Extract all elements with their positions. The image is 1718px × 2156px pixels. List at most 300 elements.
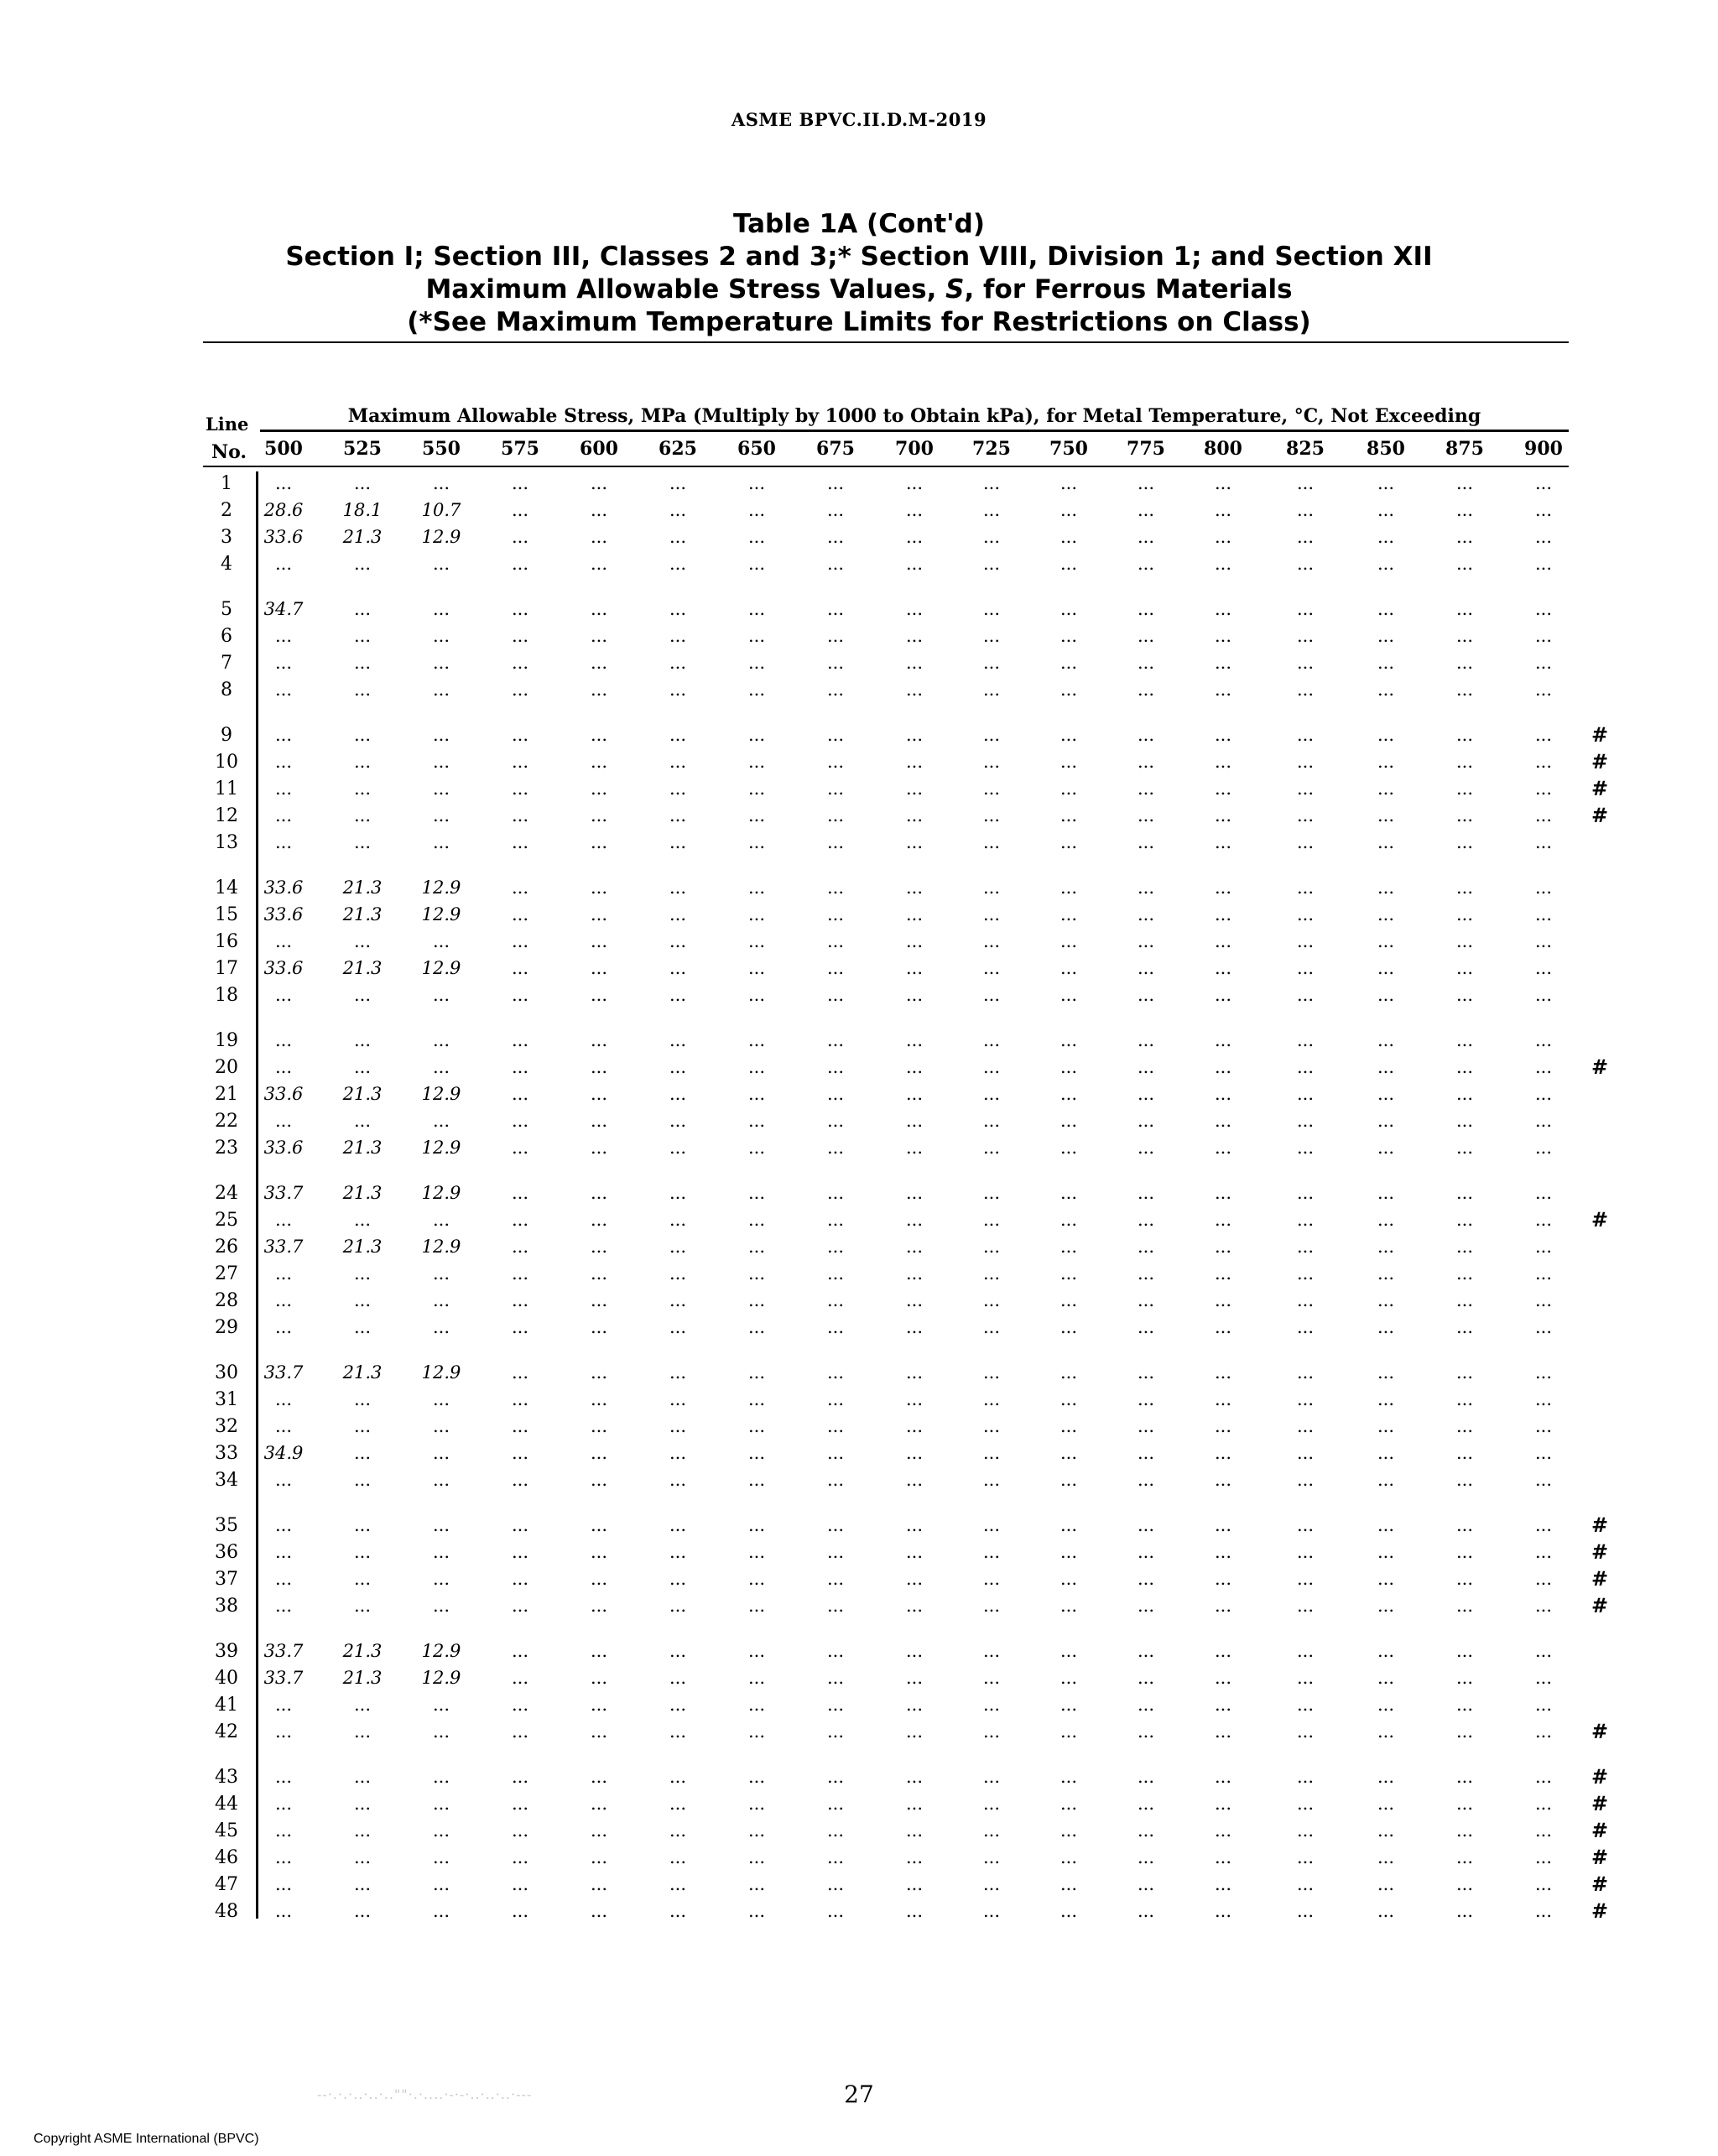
table-cell: ... <box>590 878 608 898</box>
table-cell: ... <box>353 1263 372 1284</box>
table-cell: ... <box>511 1695 529 1715</box>
table-cell: ... <box>1137 1668 1155 1688</box>
table-cell: ... <box>590 554 608 574</box>
table-cell: ... <box>1455 1596 1474 1616</box>
table-cell: 12.9 <box>421 1641 461 1661</box>
table-cell: ... <box>432 626 450 646</box>
table-cell: ... <box>432 1874 450 1894</box>
table-cell: ... <box>1296 1362 1315 1383</box>
table-cell: ... <box>1296 1183 1315 1203</box>
line-number: 22 <box>215 1111 238 1132</box>
table-note: (*See Maximum Temperature Limits for Restrictions on Class) <box>407 307 1311 337</box>
table-cell: ... <box>905 878 924 898</box>
table-cell: ... <box>826 1596 845 1616</box>
temperature-header-750: 750 <box>1049 438 1088 460</box>
table-cell: ... <box>1377 1290 1395 1310</box>
table-cell: ... <box>669 985 687 1005</box>
table-cell: ... <box>826 1317 845 1337</box>
table-cell: ... <box>669 1416 687 1436</box>
line-number: 41 <box>215 1695 238 1716</box>
table-cell: ... <box>905 1362 924 1383</box>
table-cell: ... <box>669 1263 687 1284</box>
table-cell: ... <box>826 832 845 852</box>
table-cell: ... <box>353 1317 372 1337</box>
table-cell: ... <box>590 1111 608 1131</box>
revision-mark: # <box>1590 1513 1609 1537</box>
table-cell: ... <box>1534 1237 1553 1257</box>
table-cell: ... <box>590 1263 608 1284</box>
table-cell: ... <box>1455 1317 1474 1337</box>
table-cell: ... <box>590 1443 608 1463</box>
table-cell: ... <box>274 1794 293 1814</box>
table-cell: ... <box>1377 1362 1395 1383</box>
table-cell: ... <box>982 805 1001 825</box>
table-cell: ... <box>1377 1721 1395 1742</box>
table-cell: ... <box>1214 725 1232 745</box>
table-cell: ... <box>353 752 372 772</box>
table-cell: ... <box>1455 752 1474 772</box>
table-cell: ... <box>1377 1596 1395 1616</box>
table-cell: ... <box>669 599 687 619</box>
table-cell: ... <box>982 1794 1001 1814</box>
table-cell: ... <box>1534 805 1553 825</box>
table-cell: ... <box>905 1874 924 1894</box>
table-cell: ... <box>1455 1668 1474 1688</box>
table-cell: ... <box>1377 680 1395 700</box>
line-number: 25 <box>215 1210 238 1231</box>
table-cell: 18.1 <box>342 500 383 520</box>
table-cell: 33.7 <box>263 1641 304 1661</box>
revision-mark: # <box>1590 1846 1609 1869</box>
table-cell: ... <box>826 931 845 951</box>
table-cell: ... <box>669 1874 687 1894</box>
revision-mark: # <box>1590 1765 1609 1789</box>
table-cell: ... <box>747 931 766 951</box>
line-number: 10 <box>215 752 238 773</box>
line-number: 13 <box>215 832 238 853</box>
table-cell: ... <box>1296 1237 1315 1257</box>
table-cell: ... <box>905 1794 924 1814</box>
table-cell: ... <box>1296 527 1315 547</box>
table-cell: ... <box>432 1695 450 1715</box>
table-cell: ... <box>1214 1263 1232 1284</box>
table-cell: ... <box>1059 1668 1078 1688</box>
table-cell: ... <box>826 1389 845 1409</box>
table-sections: Section I; Section III, Classes 2 and 3;* Section VIII, Division 1; and Section XII <box>285 242 1433 272</box>
table-cell: ... <box>590 752 608 772</box>
table-cell: ... <box>1377 1210 1395 1230</box>
temperature-header-550: 550 <box>422 438 461 460</box>
line-number: 11 <box>215 779 238 799</box>
table-cell: ... <box>905 554 924 574</box>
table-cell: ... <box>1377 554 1395 574</box>
table-cell: ... <box>1455 779 1474 799</box>
revision-mark: # <box>1590 750 1609 773</box>
table-cell: ... <box>982 904 1001 924</box>
table-cell: ... <box>511 1515 529 1535</box>
table-cell: ... <box>1214 653 1232 673</box>
revision-mark: # <box>1590 1819 1609 1842</box>
table-cell: ... <box>747 832 766 852</box>
table-cell: ... <box>1059 527 1078 547</box>
table-cell: ... <box>1137 1874 1155 1894</box>
table-cell: ... <box>1214 1317 1232 1337</box>
table-cell: ... <box>1214 473 1232 493</box>
table-cell: ... <box>1137 500 1155 520</box>
table-cell: ... <box>747 725 766 745</box>
table-cell: ... <box>511 1362 529 1383</box>
table-cell: ... <box>1377 1470 1395 1490</box>
table-cell: ... <box>826 1794 845 1814</box>
table-cell: ... <box>432 1317 450 1337</box>
table-cell: ... <box>669 1820 687 1841</box>
table-cell: ... <box>274 1470 293 1490</box>
temperature-header-525: 525 <box>343 438 382 460</box>
table-cell: ... <box>274 680 293 700</box>
line-number: 9 <box>221 725 232 746</box>
table-cell: ... <box>982 626 1001 646</box>
table-cell: ... <box>432 779 450 799</box>
table-cell: ... <box>1377 1847 1395 1867</box>
table-cell: ... <box>1455 1695 1474 1715</box>
table-cell: ... <box>826 1901 845 1921</box>
table-cell: ... <box>1534 878 1553 898</box>
table-cell: ... <box>982 1596 1001 1616</box>
table-cell: ... <box>669 931 687 951</box>
table-cell: ... <box>747 1084 766 1104</box>
table-cell: ... <box>669 1084 687 1104</box>
table-cell: ... <box>590 1847 608 1867</box>
table-cell: ... <box>1137 473 1155 493</box>
table-cell: ... <box>826 1668 845 1688</box>
table-cell: ... <box>511 931 529 951</box>
table-cell: ... <box>590 779 608 799</box>
table-cell: ... <box>274 1389 293 1409</box>
line-number: 14 <box>215 878 238 898</box>
table-cell: ... <box>274 653 293 673</box>
table-cell: ... <box>1137 653 1155 673</box>
temperature-header-500: 500 <box>264 438 303 460</box>
table-cell: ... <box>747 1794 766 1814</box>
table-cell: 21.3 <box>342 878 383 898</box>
table-cell: ... <box>747 1847 766 1867</box>
table-cell: ... <box>1214 832 1232 852</box>
table-cell: ... <box>1296 1695 1315 1715</box>
table-cell: ... <box>982 1874 1001 1894</box>
table-cell: ... <box>747 473 766 493</box>
table-cell: 33.6 <box>263 1084 304 1104</box>
table-cell: ... <box>747 1596 766 1616</box>
table-cell: ... <box>905 1695 924 1715</box>
table-cell: ... <box>982 1290 1001 1310</box>
table-cell: ... <box>353 1596 372 1616</box>
table-cell: ... <box>274 473 293 493</box>
table-cell: ... <box>826 1084 845 1104</box>
table-cell: ... <box>747 1569 766 1589</box>
line-number: 4 <box>221 554 232 575</box>
table-cell: 12.9 <box>421 1183 461 1203</box>
table-cell: ... <box>1214 1183 1232 1203</box>
table-cell: ... <box>1059 1317 1078 1337</box>
table-cell: 21.3 <box>342 1362 383 1383</box>
table-cell: ... <box>1137 1210 1155 1230</box>
table-cell: ... <box>590 832 608 852</box>
table-cell: ... <box>511 653 529 673</box>
table-cell: ... <box>432 1416 450 1436</box>
table-cell: ... <box>669 1901 687 1921</box>
table-cell: ... <box>747 1874 766 1894</box>
line-number: 8 <box>221 680 232 700</box>
table-cell: ... <box>826 1237 845 1257</box>
table-cell: ... <box>590 1794 608 1814</box>
table-cell: ... <box>1059 599 1078 619</box>
line-number: 17 <box>215 958 238 979</box>
table-cell: ... <box>511 1847 529 1867</box>
table-cell: ... <box>669 527 687 547</box>
table-cell: ... <box>1455 1901 1474 1921</box>
line-number: 16 <box>215 931 238 952</box>
table-cell: ... <box>274 725 293 745</box>
table-cell: ... <box>669 1794 687 1814</box>
table-cell: ... <box>1214 1820 1232 1841</box>
table-cell: ... <box>905 904 924 924</box>
table-cell: ... <box>432 1030 450 1050</box>
table-cell: ... <box>982 1057 1001 1077</box>
line-number: 48 <box>215 1901 238 1922</box>
table-cell: ... <box>511 1210 529 1230</box>
table-cell: ... <box>1455 832 1474 852</box>
table-cell: ... <box>826 473 845 493</box>
table-cell: ... <box>1455 1470 1474 1490</box>
table-cell: ... <box>905 1820 924 1841</box>
table-cell: ... <box>1059 1874 1078 1894</box>
table-cell: ... <box>511 473 529 493</box>
table-cell: ... <box>826 1138 845 1158</box>
table-cell: ... <box>1059 500 1078 520</box>
table-cell: ... <box>982 752 1001 772</box>
table-cell: ... <box>1137 779 1155 799</box>
table-cell: ... <box>274 1721 293 1742</box>
temperature-header-600: 600 <box>580 438 618 460</box>
table-cell: ... <box>1455 626 1474 646</box>
table-cell: ... <box>905 1263 924 1284</box>
table-cell: ... <box>747 1290 766 1310</box>
table-cell: ... <box>1534 1362 1553 1383</box>
table-cell: ... <box>669 1515 687 1535</box>
revision-mark: # <box>1590 1872 1609 1896</box>
table-cell: ... <box>905 1721 924 1742</box>
table-cell: ... <box>590 626 608 646</box>
table-cell: ... <box>1214 1443 1232 1463</box>
table-cell: ... <box>432 1820 450 1841</box>
table-title-block <box>0 208 1718 339</box>
table-cell: 12.9 <box>421 1362 461 1383</box>
table-cell: ... <box>432 752 450 772</box>
table-cell: ... <box>669 1596 687 1616</box>
table-cell: ... <box>669 1362 687 1383</box>
table-cell: ... <box>274 1057 293 1077</box>
table-cell: ... <box>1137 1290 1155 1310</box>
table-cell: ... <box>1455 473 1474 493</box>
table-cell: ... <box>274 1317 293 1337</box>
table-cell: ... <box>353 1695 372 1715</box>
table-cell: 12.9 <box>421 1138 461 1158</box>
table-cell: ... <box>432 1901 450 1921</box>
table-cell: ... <box>1534 1290 1553 1310</box>
table-cell: ... <box>1534 1138 1553 1158</box>
table-cell: ... <box>669 1138 687 1158</box>
table-cell: ... <box>905 680 924 700</box>
table-cell: ... <box>590 653 608 673</box>
table-cell: ... <box>1137 1515 1155 1535</box>
table-cell: ... <box>1137 832 1155 852</box>
line-number: 42 <box>215 1721 238 1742</box>
table-cell: ... <box>353 653 372 673</box>
table-cell: ... <box>274 1290 293 1310</box>
table-cell: ... <box>432 1389 450 1409</box>
table-cell: ... <box>1377 1416 1395 1436</box>
table-cell: ... <box>1534 1767 1553 1787</box>
table-cell: ... <box>1059 1847 1078 1867</box>
stress-symbol: S <box>945 274 965 305</box>
table-cell: ... <box>1296 752 1315 772</box>
table-cell: ... <box>1534 680 1553 700</box>
table-cell: ... <box>432 1596 450 1616</box>
table-cell: ... <box>1534 1596 1553 1616</box>
table-cell: ... <box>274 1263 293 1284</box>
table-cell: ... <box>1059 1111 1078 1131</box>
table-cell: ... <box>511 1901 529 1921</box>
table-cell: ... <box>1296 1847 1315 1867</box>
table-cell: ... <box>353 805 372 825</box>
table-cell: 33.7 <box>263 1237 304 1257</box>
table-cell: ... <box>747 1416 766 1436</box>
table-cell: ... <box>274 1820 293 1841</box>
table-cell: ... <box>1214 1389 1232 1409</box>
table-cell: ... <box>1059 985 1078 1005</box>
table-cell: ... <box>905 1111 924 1131</box>
table-cell: ... <box>432 1794 450 1814</box>
table-cell: ... <box>1296 1210 1315 1230</box>
table-cell: ... <box>905 1030 924 1050</box>
table-cell: ... <box>353 1210 372 1230</box>
table-cell: ... <box>1137 931 1155 951</box>
table-cell: ... <box>590 1767 608 1787</box>
temperature-header-800: 800 <box>1204 438 1242 460</box>
table-cell: 10.7 <box>421 500 461 520</box>
table-cell: ... <box>1455 1057 1474 1077</box>
table-cell: ... <box>1214 985 1232 1005</box>
line-number: 2 <box>221 500 232 521</box>
table-cell: ... <box>1377 1874 1395 1894</box>
table-cell: ... <box>1214 1416 1232 1436</box>
table-cell: 21.3 <box>342 527 383 547</box>
table-cell: ... <box>590 1030 608 1050</box>
table-cell: ... <box>826 1470 845 1490</box>
table-cell: ... <box>590 958 608 978</box>
table-cell: ... <box>590 1542 608 1562</box>
line-number: 34 <box>215 1470 238 1491</box>
table-cell: ... <box>1455 680 1474 700</box>
table-cell: ... <box>669 680 687 700</box>
table-cell: ... <box>432 1210 450 1230</box>
table-cell: 12.9 <box>421 1668 461 1688</box>
table-cell: ... <box>982 779 1001 799</box>
table-cell: ... <box>353 1542 372 1562</box>
line-number: 47 <box>215 1874 238 1895</box>
table-cell: ... <box>747 1515 766 1535</box>
table-cell: ... <box>669 1111 687 1131</box>
table-cell: ... <box>982 527 1001 547</box>
table-cell: ... <box>905 473 924 493</box>
table-cell: ... <box>1377 1237 1395 1257</box>
table-cell: ... <box>432 554 450 574</box>
table-cell: ... <box>353 554 372 574</box>
table-cell: ... <box>1455 1641 1474 1661</box>
table-cell: ... <box>747 527 766 547</box>
table-cell: ... <box>826 958 845 978</box>
table-cell: ... <box>353 1443 372 1463</box>
line-number: 30 <box>215 1362 238 1383</box>
page-number: 27 <box>844 2080 874 2108</box>
table-cell: ... <box>1296 500 1315 520</box>
table-cell: ... <box>590 1820 608 1841</box>
table-cell: ... <box>905 752 924 772</box>
table-cell: ... <box>1059 1569 1078 1589</box>
temperature-header-775: 775 <box>1127 438 1165 460</box>
table-cell: ... <box>353 1721 372 1742</box>
table-cell: ... <box>1059 752 1078 772</box>
table-cell: ... <box>905 1515 924 1535</box>
table-cell: ... <box>1377 805 1395 825</box>
table-cell: ... <box>905 599 924 619</box>
table-cell: ... <box>1214 1721 1232 1742</box>
table-cell: ... <box>511 1416 529 1436</box>
table-cell: ... <box>274 931 293 951</box>
table-cell: ... <box>1059 653 1078 673</box>
line-number: 12 <box>215 805 238 826</box>
table-cell: ... <box>511 1641 529 1661</box>
line-number: 7 <box>221 653 232 674</box>
table-cell: ... <box>826 752 845 772</box>
table-cell: ... <box>905 1847 924 1867</box>
table-cell: ... <box>1455 1183 1474 1203</box>
table-cell: ... <box>590 1515 608 1535</box>
table-cell: ... <box>1534 779 1553 799</box>
table-cell: ... <box>1296 1569 1315 1589</box>
table-cell: ... <box>1059 725 1078 745</box>
table-cell: ... <box>1534 626 1553 646</box>
table-cell: ... <box>511 904 529 924</box>
table-cell: ... <box>511 1794 529 1814</box>
table-cell: ... <box>274 1695 293 1715</box>
table-cell: ... <box>353 680 372 700</box>
line-number: 37 <box>215 1569 238 1590</box>
table-cell: ... <box>982 832 1001 852</box>
table-cell: ... <box>1534 1470 1553 1490</box>
temperature-header-875: 875 <box>1445 438 1484 460</box>
table-cell: ... <box>511 1569 529 1589</box>
table-cell: ... <box>982 680 1001 700</box>
table-cell: ... <box>1059 1183 1078 1203</box>
table-cell: ... <box>1534 1263 1553 1284</box>
table-cell: ... <box>1059 1820 1078 1841</box>
line-number: 18 <box>215 985 238 1006</box>
table-cell: ... <box>1137 1470 1155 1490</box>
table-cell: ... <box>590 1470 608 1490</box>
table-cell: 21.3 <box>342 1183 383 1203</box>
table-cell: ... <box>669 904 687 924</box>
